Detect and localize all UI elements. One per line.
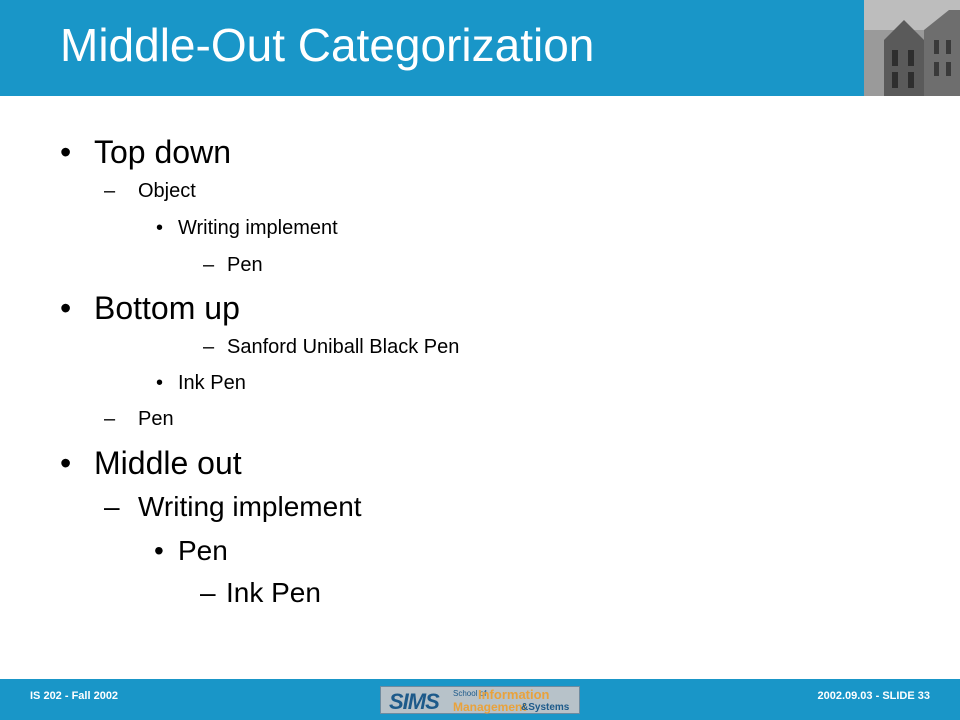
- list-item-text: Sanford Uniball Black Pen: [227, 336, 460, 358]
- bullet-marker: •: [60, 134, 72, 170]
- list-item-text: Pen: [138, 408, 174, 430]
- bullet-marker: •: [156, 217, 164, 239]
- logo-school-of: School of: [453, 689, 487, 698]
- list-item-ink-pen: [156, 372, 246, 395]
- list-item-text: Ink Pen: [178, 372, 246, 394]
- sims-logo: [380, 686, 580, 714]
- list-item-pen: [203, 254, 263, 277]
- dash-marker: –: [104, 180, 116, 202]
- list-item-middle-out: [60, 445, 242, 482]
- logo-systems: &Systems: [521, 702, 570, 713]
- dash-marker: –: [200, 577, 216, 608]
- slide-number: 2002.09.03 - SLIDE 33: [817, 690, 930, 702]
- dash-marker: –: [203, 336, 215, 358]
- logo-information: Information: [478, 687, 550, 702]
- list-item-text: Writing implement: [178, 217, 338, 239]
- bullet-marker: •: [156, 372, 164, 394]
- list-item-text: Bottom up: [94, 290, 240, 326]
- list-item-text: Pen: [227, 254, 263, 276]
- logo-management: Management: [453, 700, 527, 714]
- building-photo: [864, 0, 960, 96]
- list-item-top-down: [60, 134, 231, 171]
- logo-sims-text: SIMS: [389, 689, 439, 714]
- dash-marker: –: [104, 491, 120, 522]
- list-item-object: [104, 180, 196, 203]
- dash-marker: –: [104, 408, 116, 430]
- list-item-text: Middle out: [94, 445, 242, 481]
- course-label: IS 202 - Fall 2002: [30, 690, 119, 702]
- slide-title: Middle-Out Categorization: [60, 19, 595, 71]
- bullet-marker: •: [60, 290, 72, 326]
- bullet-marker: •: [154, 535, 164, 566]
- list-item-text: Writing implement: [138, 491, 362, 522]
- list-item-text: Object: [138, 180, 196, 202]
- list-item-text: Ink Pen: [226, 577, 321, 608]
- list-item-sanford-pen: [203, 336, 459, 359]
- list-item-text: Pen: [178, 535, 228, 566]
- bullet-marker: •: [60, 445, 72, 481]
- list-item-text: Top down: [94, 134, 231, 170]
- list-item-writing-implement: [104, 491, 362, 523]
- list-item-pen: [104, 408, 174, 431]
- dash-marker: –: [203, 254, 215, 276]
- list-item-bottom-up: [60, 290, 240, 327]
- list-item-writing-implement: [156, 217, 338, 240]
- list-item-pen: [154, 535, 228, 567]
- building-photo-icon: [864, 0, 960, 96]
- list-item-ink-pen: [200, 577, 321, 609]
